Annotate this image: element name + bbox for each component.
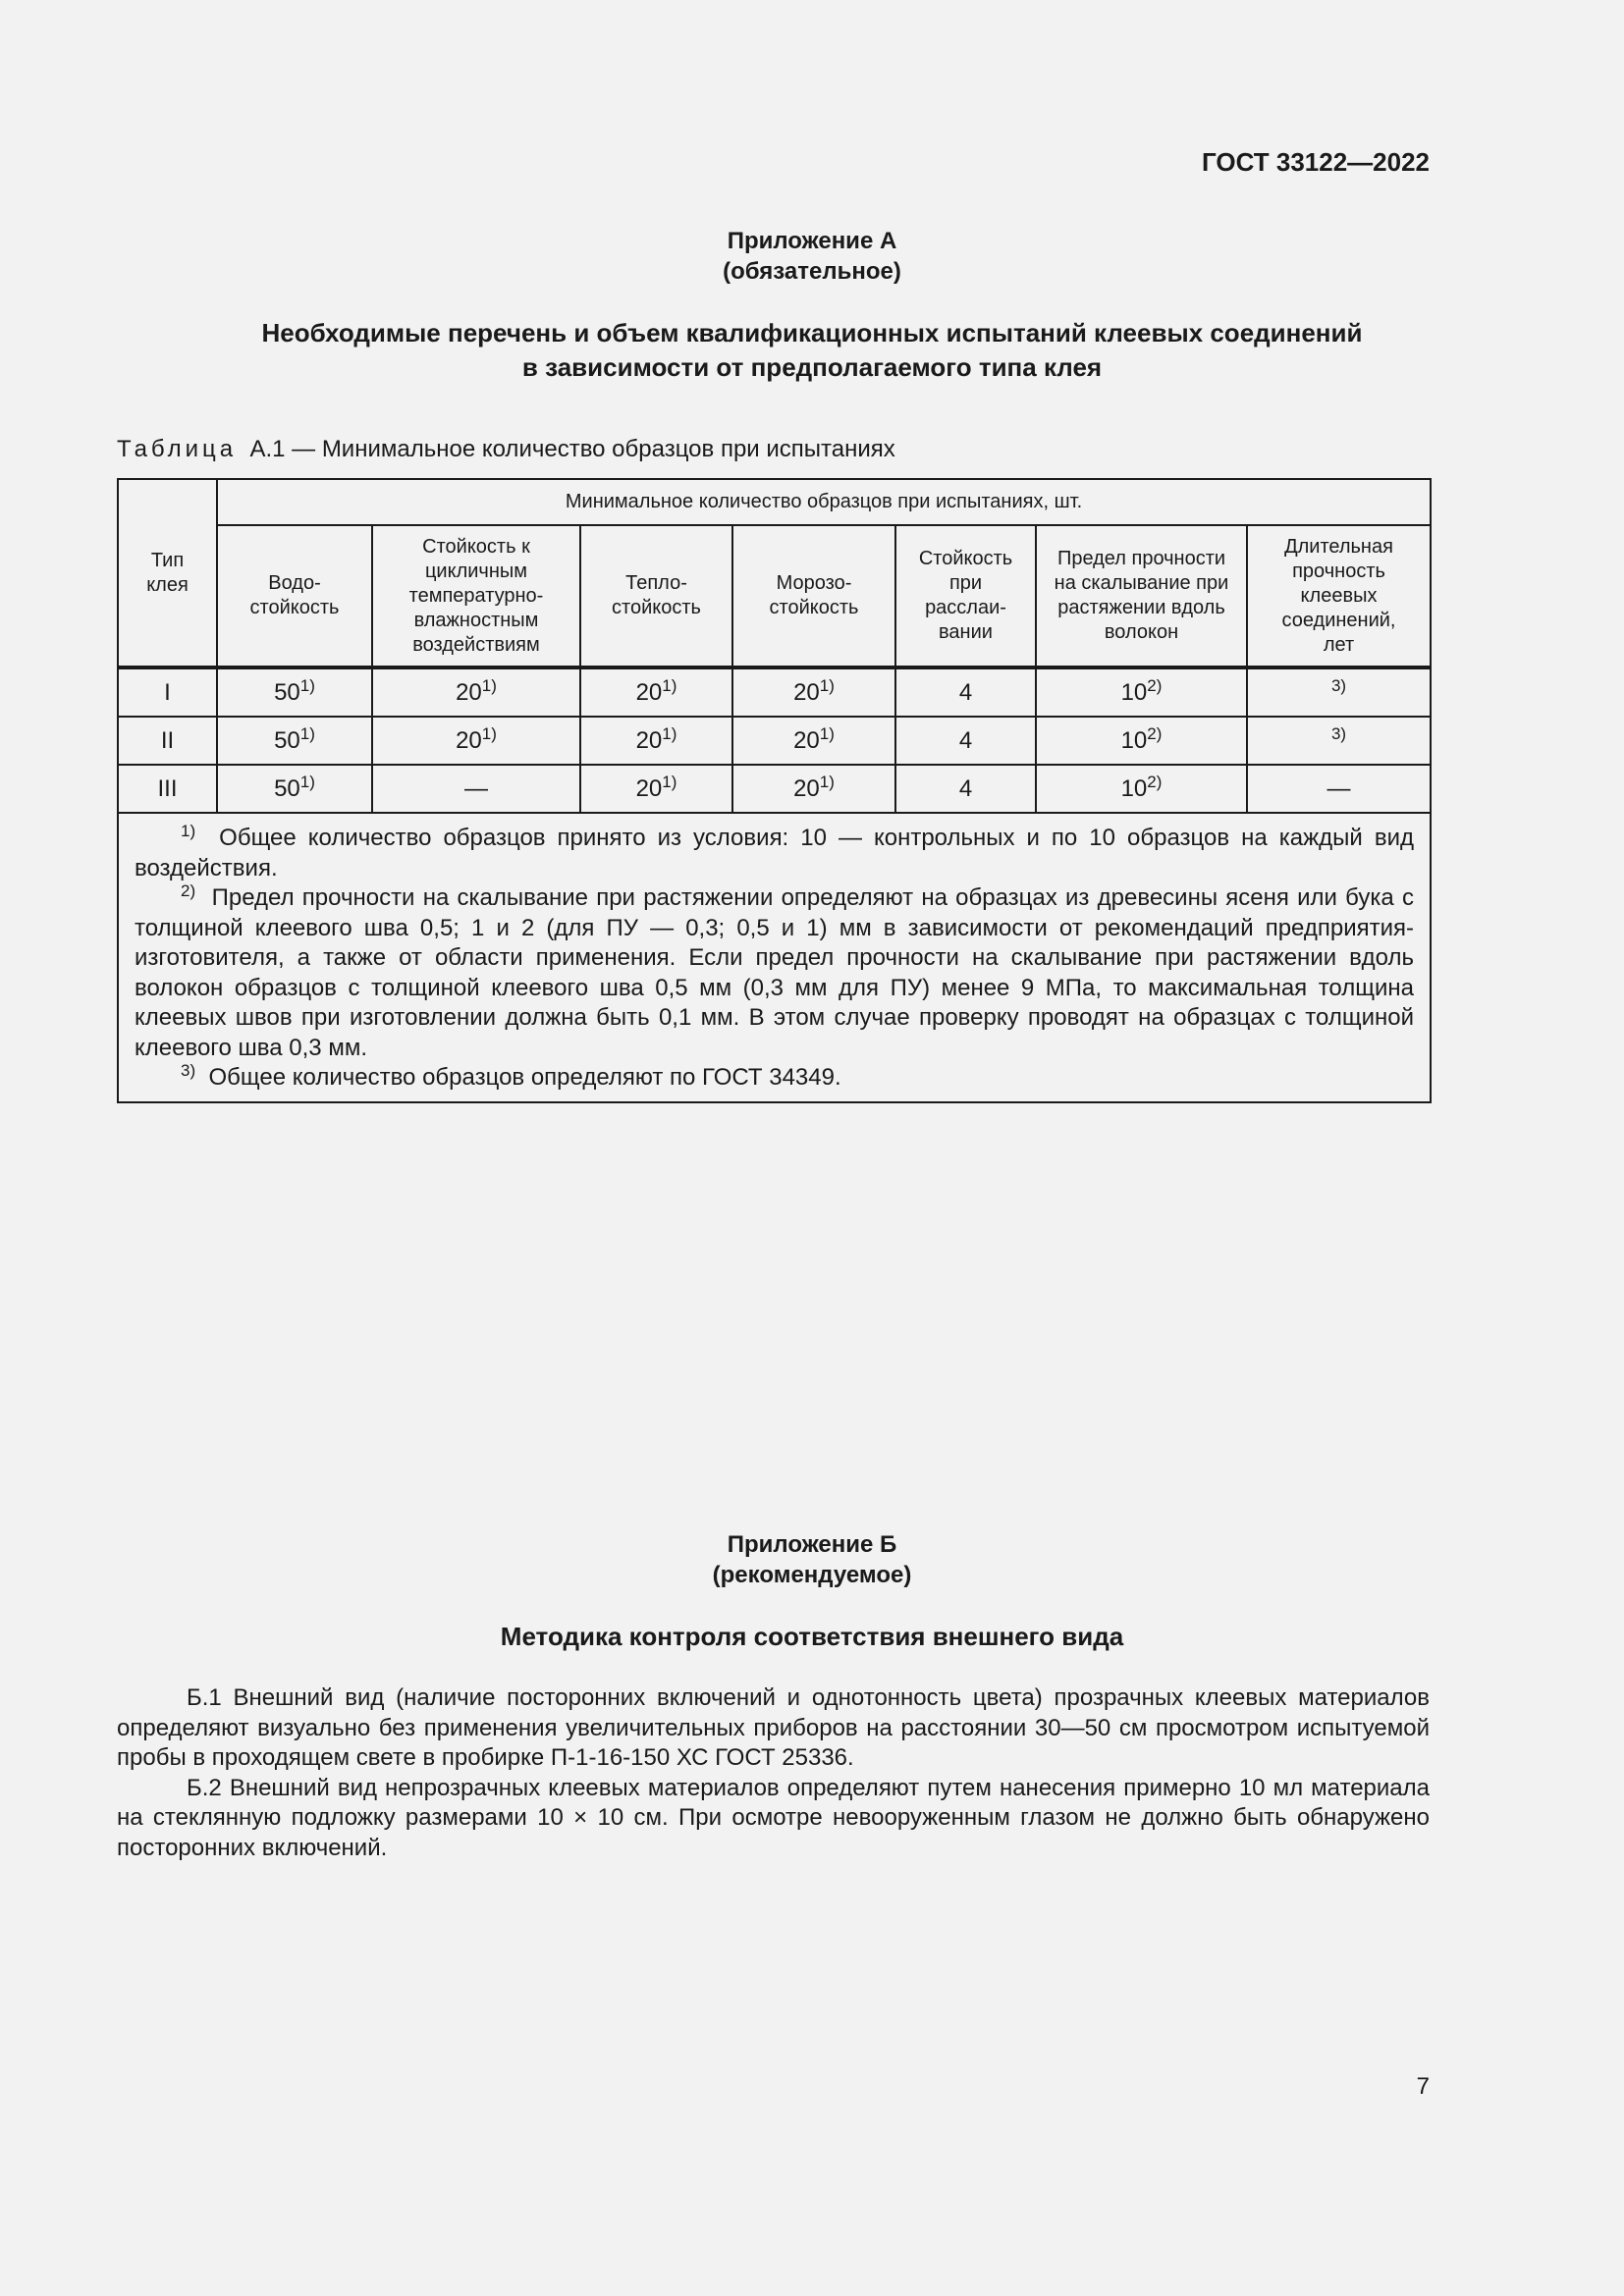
appendix-b-status: (рекомендуемое) [712, 1562, 912, 1588]
cell: 20$^{1)}$ [580, 717, 732, 765]
paragraph-b1: Б.1 Внешний вид (наличие посторонних включений и однотонность цвета) прозрачных клеевых материалов определяют визуально без применения увеличительных приборов на расстоянии 30—50 см просмотром испытуемой пробы в проходящем свете в пробирке П-1-16-150 ХС ГОСТ 25336. [117, 1684, 1430, 1771]
col-header-cyclic: Стойкость к цикличным температурно-влажностным воздействиям [372, 525, 580, 667]
appendix-a-title-line2: в зависимости от предполагаемого типа клея [521, 352, 1103, 382]
samples-table [117, 478, 1432, 1103]
header-type: Тип клея [118, 479, 217, 667]
appendix-a-title-line1: Необходимые перечень и объем квалификационных испытаний клеевых соединений [261, 318, 1363, 347]
cell: 4 [895, 667, 1036, 717]
cell: 20$^{1)}$ [732, 765, 895, 813]
col-header-delamination: Стойкость при расслаи-вании [895, 525, 1036, 667]
cell: 20$^{1)}$ [372, 717, 580, 765]
appendix-b-title: Методика контроля соответствия внешнего вида [500, 1622, 1124, 1651]
cell: 10$^{2)}$ [1036, 765, 1247, 813]
document-code: ГОСТ 33122—2022 [1202, 147, 1430, 177]
cell: 4 [895, 717, 1036, 765]
cell: 20$^{1)}$ [732, 717, 895, 765]
appendix-b-heading: Приложение Б [727, 1531, 897, 1558]
cell: — [1247, 765, 1431, 813]
cell: 20$^{1)}$ [372, 667, 580, 717]
cell: 3) [1247, 667, 1431, 717]
cell: 50$^{1)}$ [217, 765, 372, 813]
cell: 20$^{1)}$ [580, 667, 732, 717]
cell: 50$^{1)}$ [217, 717, 372, 765]
header-group: Минимальное количество образцов при испытаниях, шт. [217, 479, 1431, 525]
col-header-shear: Предел прочности на скалывание при растяжении вдоль волокон [1036, 525, 1247, 667]
col-header-longterm: Длительная прочность клеевых соединений, лет [1247, 525, 1431, 667]
cell-type: III [118, 765, 217, 813]
table-row [118, 765, 1431, 813]
col-header-heat: Тепло-стойкость [580, 525, 732, 667]
paragraph-b2: Б.2 Внешний вид непрозрачных клеевых материалов определяют путем нанесения примерно 10 мл материала на стеклянную подложку размерами 10 × 10 см. При осмотре невооруженным глазом не должно быть обнаружено посторонних включений. [117, 1774, 1430, 1861]
table-caption-text: А.1 — Минимальное количество образцов при испытаниях [249, 436, 895, 462]
cell: 4 [895, 765, 1036, 813]
cell: 10$^{2)}$ [1036, 717, 1247, 765]
cell: 10$^{2)}$ [1036, 667, 1247, 717]
appendix-a-heading: Приложение А [727, 228, 897, 254]
table-note-2: $^{2)}$ Предел прочности на скалывание при растяжении определяют на образцах из древесины ясеня или бука с толщиной клеевого шва 0,5; 1 и 2 (для ПУ — 0,3; 0,5 и 1) мм в зависимости от рекомендаций предприятия-изготовителя, а также от области применения. Если предел прочности на скалывание при растяжении вдоль волокон образцов с толщиной клеевого шва 0,5 мм (0,3 мм для ПУ) менее 9 МПа, то максимальная толщина клеевых швов при изготовлении должна быть 0,1 мм. В этом случае проверку проводят на образцах с толщиной клеевого шва 0,3 мм. [135, 881, 1414, 1061]
appendix-b-body [117, 1683, 1430, 1863]
col-header-frost: Морозо-стойкость [732, 525, 895, 667]
cell: 3) [1247, 717, 1431, 765]
table-notes [118, 813, 1431, 1102]
table-caption-label: Таблица [117, 436, 238, 462]
page-number: 7 [1416, 2073, 1430, 2100]
cell: 20$^{1)}$ [580, 765, 732, 813]
cell: 20$^{1)}$ [732, 667, 895, 717]
table-row [118, 717, 1431, 765]
cell: — [372, 765, 580, 813]
table-note-3: $^{3)}$ Общее количество образцов определяют по ГОСТ 34349. [181, 1061, 841, 1091]
cell-type: II [118, 717, 217, 765]
cell-type: I [118, 667, 217, 717]
col-header-water: Водо-стойкость [217, 525, 372, 667]
cell: 50$^{1)}$ [217, 667, 372, 717]
table-caption [117, 436, 895, 463]
table-note-1: $^{1)}$ Общее количество образцов принято из условия: 10 — контрольных и по 10 образцов на каждый вид воздействия. [135, 822, 1414, 881]
appendix-a-status: (обязательное) [723, 258, 901, 285]
table-row [118, 667, 1431, 717]
